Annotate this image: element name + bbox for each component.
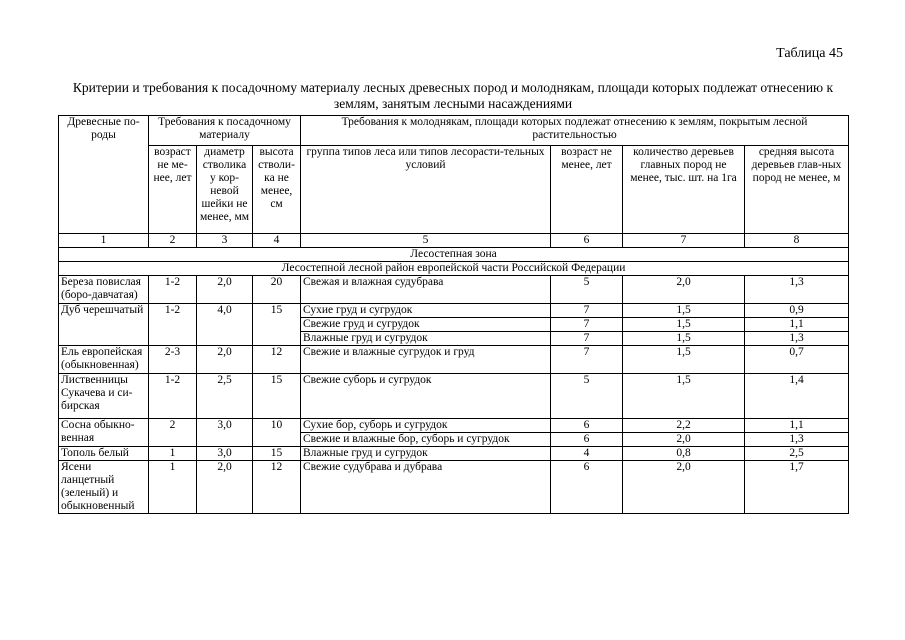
average-height-cell: 1,3 — [745, 332, 849, 346]
table-row — [59, 461, 849, 514]
column-number: 4 — [253, 234, 301, 248]
height-cell: 12 — [253, 461, 301, 514]
diameter-cell: 2,5 — [197, 374, 253, 419]
header-young-stands: Требования к молоднякам, площади которых подлежат отнесению к землям, покрытым лесной растительностью — [301, 116, 849, 146]
diameter-cell: 3,0 — [197, 447, 253, 461]
diameter-cell: 4,0 — [197, 304, 253, 346]
column-number: 5 — [301, 234, 551, 248]
species-cell: Береза повислая (боро-давчатая) — [59, 276, 149, 304]
diameter-cell: 2,0 — [197, 276, 253, 304]
tree-count-cell: 1,5 — [623, 332, 745, 346]
table-number: Таблица 45 — [776, 46, 843, 61]
zone-title: Лесостепная зона — [59, 248, 849, 262]
forest-type-cell: Влажные груд и сугрудок — [301, 332, 551, 346]
header-diameter: диаметр стволика у кор-невой шейки не менее, мм — [197, 146, 253, 234]
header-young-age: возраст не менее, лет — [551, 146, 623, 234]
column-number: 2 — [149, 234, 197, 248]
height-cell: 15 — [253, 304, 301, 346]
average-height-cell: 1,3 — [745, 276, 849, 304]
header-planting-material: Требования к посадочному материалу — [149, 116, 301, 146]
forest-type-cell: Свежая и влажная судубрава — [301, 276, 551, 304]
tree-count-cell: 1,5 — [623, 318, 745, 332]
diameter-cell: 2,0 — [197, 346, 253, 374]
species-cell: Лиственницы Сукачева и си-бирская — [59, 374, 149, 419]
species-cell: Ясени ланцетный (зеленый) и обыкновенный — [59, 461, 149, 514]
height-cell: 10 — [253, 419, 301, 447]
young-age-cell: 7 — [551, 346, 623, 374]
column-numbers-row — [59, 234, 849, 248]
young-age-cell: 7 — [551, 332, 623, 346]
header-age: возраст не ме-нее, лет — [149, 146, 197, 234]
forest-type-cell: Свежие груд и сугрудок — [301, 318, 551, 332]
column-number: 1 — [59, 234, 149, 248]
average-height-cell: 2,5 — [745, 447, 849, 461]
column-number: 8 — [745, 234, 849, 248]
young-age-cell: 5 — [551, 374, 623, 419]
tree-count-cell: 0,8 — [623, 447, 745, 461]
average-height-cell: 1,1 — [745, 318, 849, 332]
header-height: высота стволи-ка не менее, см — [253, 146, 301, 234]
tree-count-cell: 1,5 — [623, 346, 745, 374]
average-height-cell: 1,7 — [745, 461, 849, 514]
age-cell: 1 — [149, 461, 197, 514]
young-age-cell: 6 — [551, 433, 623, 447]
forest-type-cell: Свежие и влажные бор, суборь и сугрудок — [301, 433, 551, 447]
column-number: 6 — [551, 234, 623, 248]
forest-type-cell: Влажные груд и сугрудок — [301, 447, 551, 461]
table-row — [59, 374, 849, 419]
young-age-cell: 6 — [551, 461, 623, 514]
age-cell: 1 — [149, 447, 197, 461]
forest-type-cell: Свежие судубрава и дубрава — [301, 461, 551, 514]
forest-type-cell: Сухие бор, суборь и сугрудок — [301, 419, 551, 433]
tree-count-cell: 1,5 — [623, 374, 745, 419]
tree-count-cell: 2,2 — [623, 419, 745, 433]
average-height-cell: 1,4 — [745, 374, 849, 419]
header-forest-type: группа типов леса или типов лесорасти-тельных условий — [301, 146, 551, 234]
table-row — [59, 346, 849, 374]
forest-type-cell: Свежие суборь и сугрудок — [301, 374, 551, 419]
header-species: Древесные по-роды — [59, 116, 149, 234]
species-cell: Сосна обыкно-венная — [59, 419, 149, 447]
tree-count-cell: 2,0 — [623, 433, 745, 447]
young-age-cell: 6 — [551, 419, 623, 433]
table-row — [59, 419, 849, 433]
table-caption: Критерии и требования к посадочному материалу лесных древесных пород и молоднякам, площади которых подлежат отнесению к землям, занятым лесными насаждениями — [72, 80, 834, 111]
height-cell: 15 — [253, 447, 301, 461]
age-cell: 2-3 — [149, 346, 197, 374]
forest-type-cell: Сухие груд и сугрудок — [301, 304, 551, 318]
age-cell: 1-2 — [149, 304, 197, 346]
height-cell: 15 — [253, 374, 301, 419]
table-row — [59, 304, 849, 318]
young-age-cell: 7 — [551, 318, 623, 332]
average-height-cell: 0,9 — [745, 304, 849, 318]
tree-count-cell: 1,5 — [623, 304, 745, 318]
header-average-height: средняя высота деревьев глав-ных пород не менее, м — [745, 146, 849, 234]
species-cell: Тополь белый — [59, 447, 149, 461]
tree-count-cell: 2,0 — [623, 461, 745, 514]
young-age-cell: 4 — [551, 447, 623, 461]
young-age-cell: 5 — [551, 276, 623, 304]
young-age-cell: 7 — [551, 304, 623, 318]
species-cell: Дуб черешчатый — [59, 304, 149, 346]
table-row — [59, 276, 849, 304]
tree-count-cell: 2,0 — [623, 276, 745, 304]
diameter-cell: 2,0 — [197, 461, 253, 514]
height-cell: 12 — [253, 346, 301, 374]
header-tree-count: количество деревьев главных пород не менее, тыс. шт. на 1га — [623, 146, 745, 234]
diameter-cell: 3,0 — [197, 419, 253, 447]
species-cell: Ель европейская (обыкновенная) — [59, 346, 149, 374]
criteria-table — [58, 115, 849, 514]
age-cell: 1-2 — [149, 374, 197, 419]
average-height-cell: 1,3 — [745, 433, 849, 447]
column-number: 7 — [623, 234, 745, 248]
region-title: Лесостепной лесной район европейской части Российской Федерации — [59, 262, 849, 276]
age-cell: 2 — [149, 419, 197, 447]
table-row — [59, 447, 849, 461]
average-height-cell: 0,7 — [745, 346, 849, 374]
height-cell: 20 — [253, 276, 301, 304]
column-number: 3 — [197, 234, 253, 248]
forest-type-cell: Свежие и влажные сугрудок и груд — [301, 346, 551, 374]
age-cell: 1-2 — [149, 276, 197, 304]
average-height-cell: 1,1 — [745, 419, 849, 433]
